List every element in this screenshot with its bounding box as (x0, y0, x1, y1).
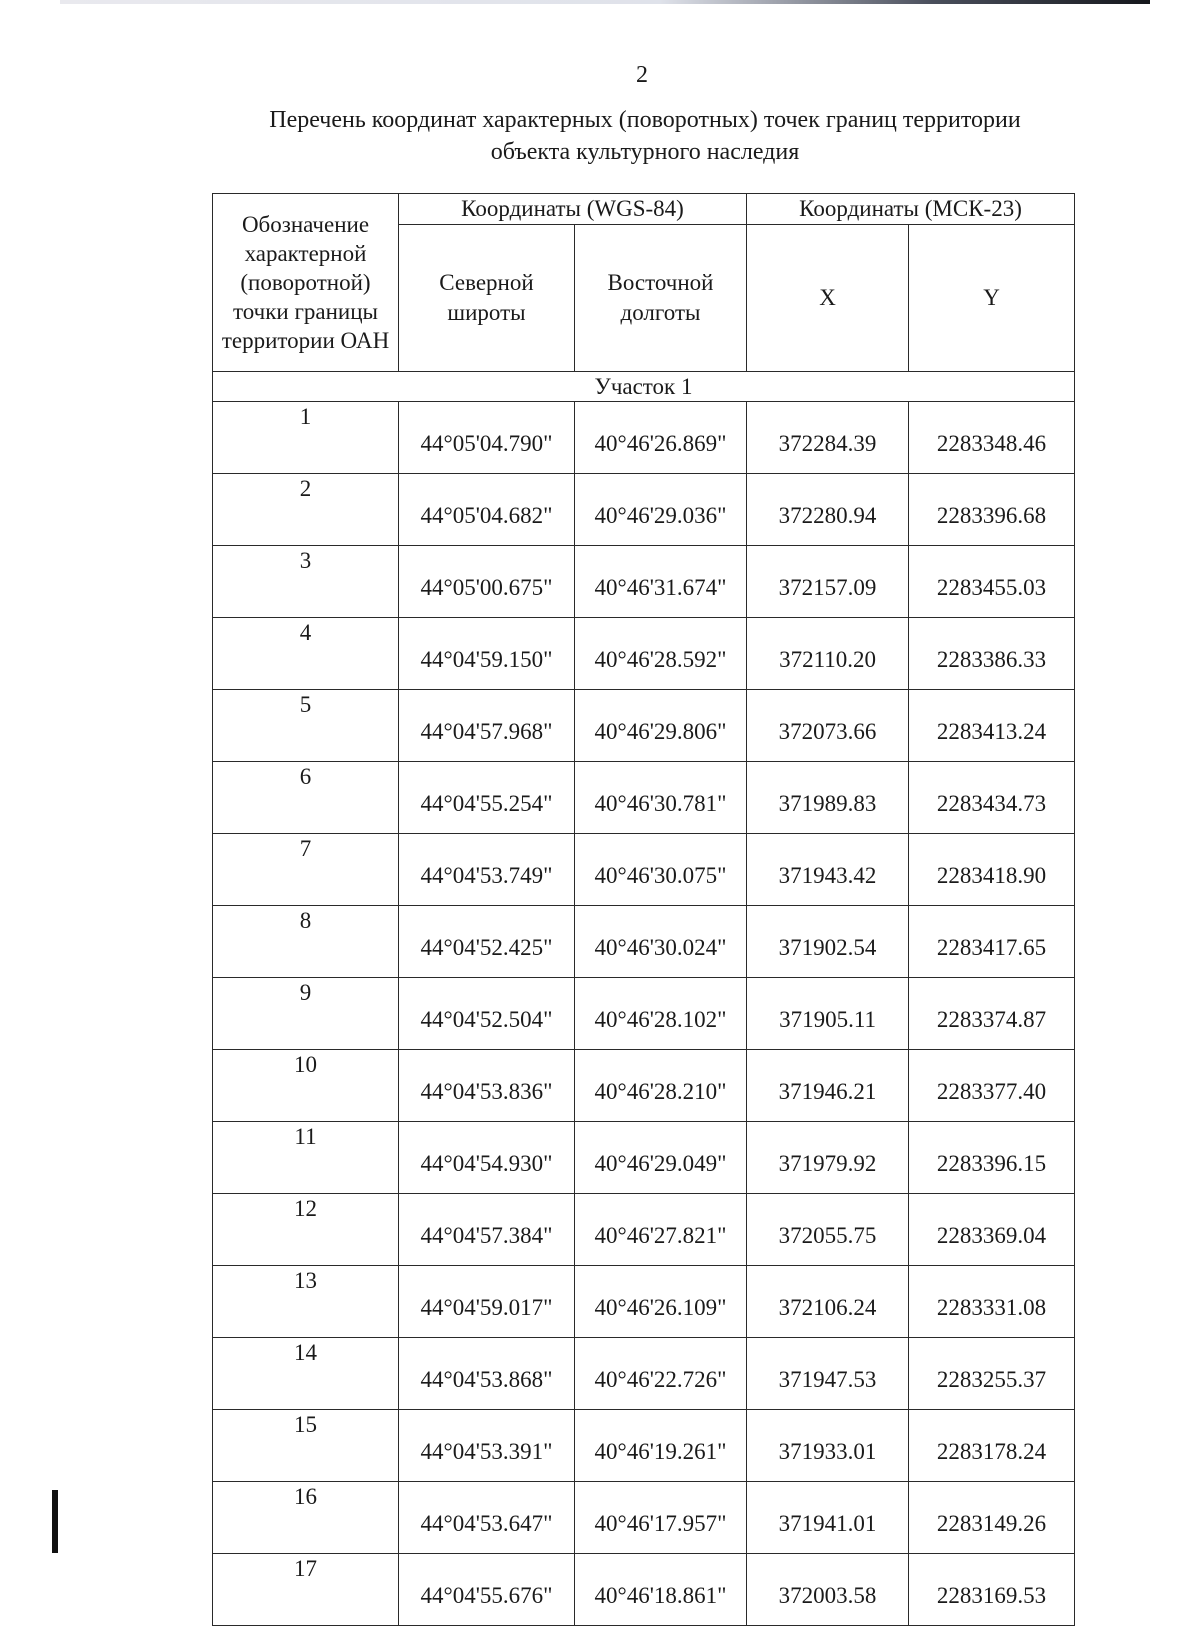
table-row (213, 906, 1075, 978)
point-number-cell: 15 (213, 1410, 399, 1482)
point-number-cell: 11 (213, 1122, 399, 1194)
east-longitude-cell: 40°46'28.592" (575, 618, 747, 690)
y-coordinate-cell: 2283455.03 (909, 546, 1075, 618)
point-number-cell: 9 (213, 978, 399, 1050)
point-number-cell: 17 (213, 1554, 399, 1626)
x-coordinate-cell: 372280.94 (747, 474, 909, 546)
point-number-cell: 6 (213, 762, 399, 834)
table-row (213, 1410, 1075, 1482)
x-coordinate-cell: 372055.75 (747, 1194, 909, 1266)
east-longitude-cell: 40°46'31.674" (575, 546, 747, 618)
point-number-cell: 14 (213, 1338, 399, 1410)
table-body (213, 372, 1075, 1626)
north-latitude-cell: 44°05'04.682" (399, 474, 575, 546)
header-east-longitude: Восточной долготы (575, 225, 747, 372)
x-coordinate-cell: 371979.92 (747, 1122, 909, 1194)
y-coordinate-cell: 2283169.53 (909, 1554, 1075, 1626)
table-row (213, 690, 1075, 762)
coordinates-table (212, 193, 1075, 1626)
y-coordinate-cell: 2283255.37 (909, 1338, 1075, 1410)
point-number-cell: 12 (213, 1194, 399, 1266)
table-row (213, 618, 1075, 690)
x-coordinate-cell: 371902.54 (747, 906, 909, 978)
table-row (213, 1338, 1075, 1410)
east-longitude-cell: 40°46'30.075" (575, 834, 747, 906)
header-north-latitude: Северной широты (399, 225, 575, 372)
east-longitude-cell: 40°46'30.781" (575, 762, 747, 834)
east-longitude-cell: 40°46'26.109" (575, 1266, 747, 1338)
table-row (213, 546, 1075, 618)
north-latitude-cell: 44°05'00.675" (399, 546, 575, 618)
header-wgs84-group: Координаты (WGS-84) (399, 194, 747, 225)
x-coordinate-cell: 372284.39 (747, 402, 909, 474)
y-coordinate-cell: 2283178.24 (909, 1410, 1075, 1482)
x-coordinate-cell: 372106.24 (747, 1266, 909, 1338)
east-longitude-cell: 40°46'18.861" (575, 1554, 747, 1626)
east-longitude-cell: 40°46'27.821" (575, 1194, 747, 1266)
x-coordinate-cell: 371989.83 (747, 762, 909, 834)
north-latitude-cell: 44°04'57.968" (399, 690, 575, 762)
header-msk23-group: Координаты (МСК-23) (747, 194, 1075, 225)
east-longitude-cell: 40°46'28.210" (575, 1050, 747, 1122)
document-title-line-2: объекта культурного наследия (490, 139, 800, 165)
north-latitude-cell: 44°04'53.836" (399, 1050, 575, 1122)
point-number-cell: 3 (213, 546, 399, 618)
x-coordinate-cell: 372073.66 (747, 690, 909, 762)
north-latitude-cell: 44°04'55.254" (399, 762, 575, 834)
east-longitude-cell: 40°46'17.957" (575, 1482, 747, 1554)
y-coordinate-cell: 2283331.08 (909, 1266, 1075, 1338)
header-y: Y (909, 225, 1075, 372)
table-row (213, 402, 1075, 474)
x-coordinate-cell: 372157.09 (747, 546, 909, 618)
point-number-cell: 2 (213, 474, 399, 546)
north-latitude-cell: 44°05'04.790" (399, 402, 575, 474)
point-number-cell: 16 (213, 1482, 399, 1554)
table-row (213, 1194, 1075, 1266)
y-coordinate-cell: 2283377.40 (909, 1050, 1075, 1122)
north-latitude-cell: 44°04'52.504" (399, 978, 575, 1050)
east-longitude-cell: 40°46'26.869" (575, 402, 747, 474)
point-number-cell: 10 (213, 1050, 399, 1122)
table-row (213, 1554, 1075, 1626)
east-longitude-cell: 40°46'30.024" (575, 906, 747, 978)
x-coordinate-cell: 371905.11 (747, 978, 909, 1050)
y-coordinate-cell: 2283374.87 (909, 978, 1075, 1050)
point-number-cell: 1 (213, 402, 399, 474)
point-number-cell: 5 (213, 690, 399, 762)
y-coordinate-cell: 2283396.68 (909, 474, 1075, 546)
north-latitude-cell: 44°04'53.749" (399, 834, 575, 906)
y-coordinate-cell: 2283386.33 (909, 618, 1075, 690)
y-coordinate-cell: 2283418.90 (909, 834, 1075, 906)
east-longitude-cell: 40°46'22.726" (575, 1338, 747, 1410)
point-number-cell: 7 (213, 834, 399, 906)
x-coordinate-cell: 371943.42 (747, 834, 909, 906)
x-coordinate-cell: 371947.53 (747, 1338, 909, 1410)
scan-edge-top (60, 0, 1150, 4)
table-row (213, 1482, 1075, 1554)
table-row (213, 1050, 1075, 1122)
north-latitude-cell: 44°04'54.930" (399, 1122, 575, 1194)
table-row (213, 1266, 1075, 1338)
scan-edge-left (52, 1490, 58, 1553)
north-latitude-cell: 44°04'53.868" (399, 1338, 575, 1410)
x-coordinate-cell: 371946.21 (747, 1050, 909, 1122)
north-latitude-cell: 44°04'53.391" (399, 1410, 575, 1482)
table-row (213, 978, 1075, 1050)
y-coordinate-cell: 2283417.65 (909, 906, 1075, 978)
east-longitude-cell: 40°46'28.102" (575, 978, 747, 1050)
east-longitude-cell: 40°46'29.036" (575, 474, 747, 546)
north-latitude-cell: 44°04'55.676" (399, 1554, 575, 1626)
x-coordinate-cell: 372003.58 (747, 1554, 909, 1626)
table-row (213, 762, 1075, 834)
table-row (213, 1122, 1075, 1194)
x-coordinate-cell: 371941.01 (747, 1482, 909, 1554)
table-row (213, 834, 1075, 906)
y-coordinate-cell: 2283348.46 (909, 402, 1075, 474)
point-number-cell: 13 (213, 1266, 399, 1338)
header-designation: Обозначение характерной (поворотной) точки границы территории ОАН (213, 194, 399, 372)
north-latitude-cell: 44°04'53.647" (399, 1482, 575, 1554)
east-longitude-cell: 40°46'19.261" (575, 1410, 747, 1482)
document-title-line-1: Перечень координат характерных (поворотных) точек границ территории (269, 107, 1021, 133)
north-latitude-cell: 44°04'57.384" (399, 1194, 575, 1266)
north-latitude-cell: 44°04'59.150" (399, 618, 575, 690)
y-coordinate-cell: 2283396.15 (909, 1122, 1075, 1194)
header-x: X (747, 225, 909, 372)
x-coordinate-cell: 371933.01 (747, 1410, 909, 1482)
y-coordinate-cell: 2283413.24 (909, 690, 1075, 762)
east-longitude-cell: 40°46'29.806" (575, 690, 747, 762)
point-number-cell: 4 (213, 618, 399, 690)
y-coordinate-cell: 2283434.73 (909, 762, 1075, 834)
page-number: 2 (636, 62, 648, 88)
y-coordinate-cell: 2283149.26 (909, 1482, 1075, 1554)
east-longitude-cell: 40°46'29.049" (575, 1122, 747, 1194)
section-label: Участок 1 (213, 372, 1075, 402)
document-title (220, 104, 1070, 168)
north-latitude-cell: 44°04'52.425" (399, 906, 575, 978)
north-latitude-cell: 44°04'59.017" (399, 1266, 575, 1338)
section-row (213, 372, 1075, 402)
header-row-groups (213, 194, 1075, 225)
table-row (213, 474, 1075, 546)
y-coordinate-cell: 2283369.04 (909, 1194, 1075, 1266)
point-number-cell: 8 (213, 906, 399, 978)
x-coordinate-cell: 372110.20 (747, 618, 909, 690)
